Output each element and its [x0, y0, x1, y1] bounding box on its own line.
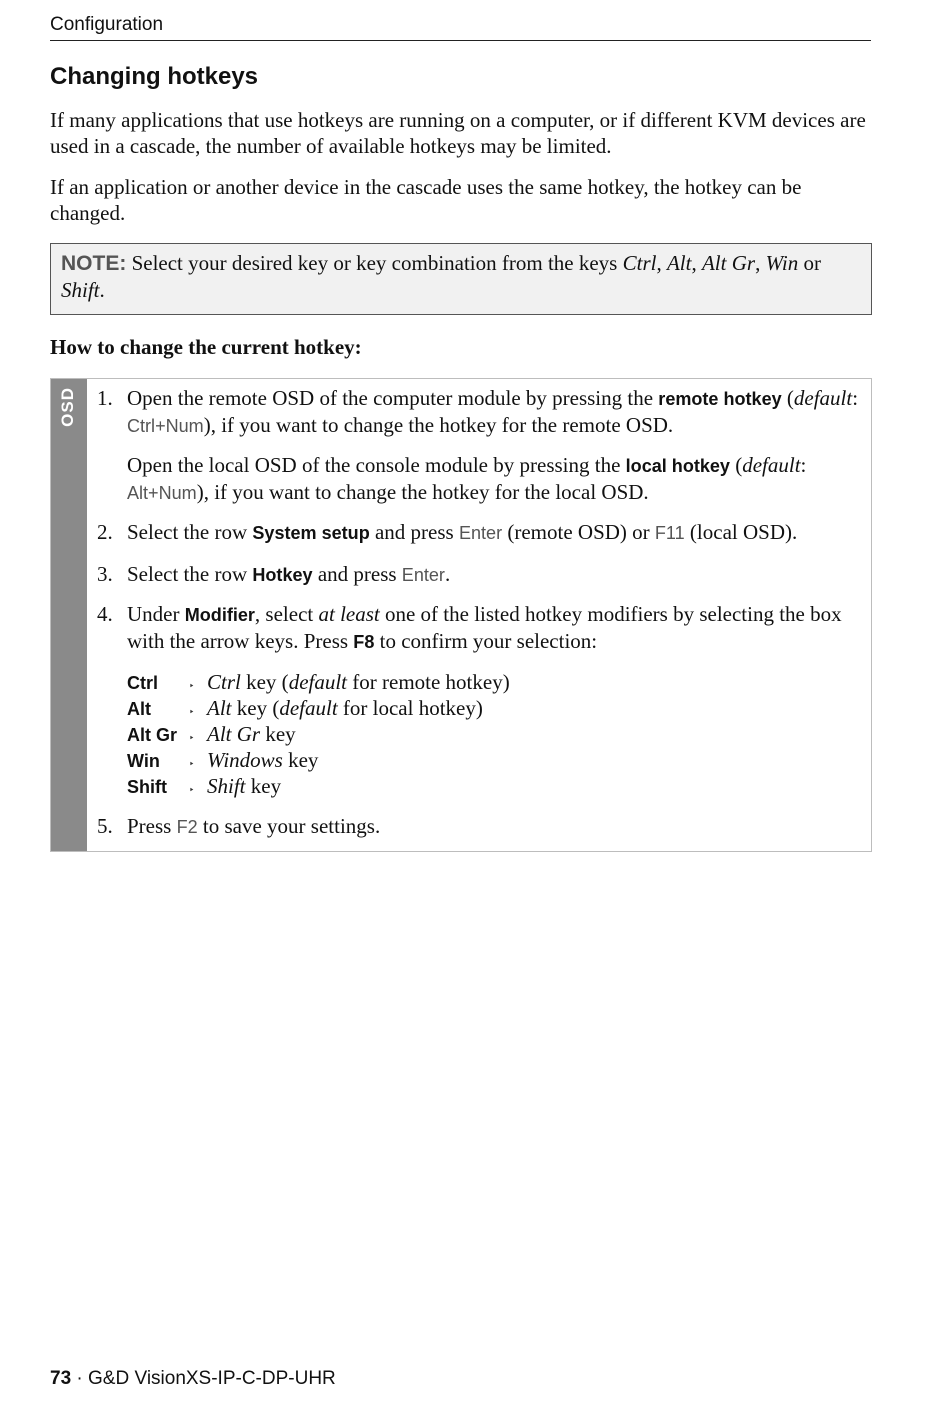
osd-sidebar [51, 379, 87, 851]
modifier-name: Alt Gr [207, 722, 261, 746]
term-local-hotkey: local hotkey [625, 456, 730, 476]
step-text: and press [369, 520, 459, 544]
key-f2: F2 [176, 817, 198, 837]
emphasis-at-least: at least [318, 602, 380, 626]
term-remote-hotkey: remote hotkey [658, 389, 782, 409]
step-text: . [444, 562, 451, 586]
step-text: Press [127, 814, 177, 838]
footer-separator: · [71, 1368, 89, 1389]
key-f8: F8 [353, 632, 375, 652]
note-key-altgr: Alt Gr [701, 251, 756, 275]
modifier-text: key [260, 722, 296, 746]
step-text: , select [254, 602, 319, 626]
procedure-heading: How to change the current hotkey: [50, 335, 362, 359]
arrow-icon: ‣ [189, 785, 195, 795]
arrow-icon: ‣ [189, 707, 195, 717]
intro-paragraph-2: If an application or another device in the cascade uses the same hotkey, the hotkey can be changed. [50, 175, 802, 225]
modifier-name: Shift [207, 774, 246, 798]
modifier-row-win [127, 747, 510, 773]
step-1-local [97, 452, 867, 506]
modifier-key: Shift [127, 777, 167, 797]
step-text: Under [127, 602, 185, 626]
modifier-name: Ctrl [207, 670, 241, 694]
default-label: default [288, 670, 348, 694]
note-sep: , [691, 251, 702, 275]
arrow-icon: ‣ [189, 759, 195, 769]
step-text: one of the listed hotkey modifiers by selecting the box with the arrow keys. Press [127, 602, 842, 653]
modifier-list [127, 669, 510, 799]
default-label: default [742, 453, 801, 477]
step-number: 4. [97, 602, 113, 626]
step-text: Open the remote OSD of the computer module by pressing the [127, 386, 659, 410]
modifier-row-alt [127, 695, 510, 721]
term-system-setup: System setup [252, 523, 370, 543]
step-text: : [800, 453, 807, 477]
default-label: default [793, 386, 853, 410]
note-key-ctrl: Ctrl [622, 251, 657, 275]
modifier-row-ctrl [127, 669, 510, 695]
key-combo: Alt+Num [127, 483, 197, 503]
note-sep: , [755, 251, 766, 275]
term-modifier: Modifier [184, 605, 255, 625]
step-text: ), if you want to change the hotkey for the remote OSD. [203, 413, 674, 437]
step-3 [97, 561, 867, 588]
page-footer [50, 1368, 336, 1390]
key-f11: F11 [654, 523, 685, 543]
step-number: 1. [97, 386, 113, 410]
note-end: . [99, 278, 105, 302]
modifier-text: key ( [231, 696, 280, 720]
step-text: to save your settings. [197, 814, 381, 838]
step-2 [97, 519, 867, 546]
step-number: 2. [97, 520, 113, 544]
modifier-text: for remote hotkey) [347, 670, 510, 694]
key-enter: Enter [458, 523, 503, 543]
key-enter: Enter [401, 565, 445, 585]
modifier-name: Alt [207, 696, 232, 720]
step-text: (local OSD). [684, 520, 798, 544]
modifier-text: key [245, 774, 282, 798]
modifier-text: for local hotkey) [337, 696, 483, 720]
arrow-icon: ‣ [189, 681, 195, 691]
step-text: (remote OSD) or [502, 520, 655, 544]
step-5 [97, 813, 867, 840]
arrow-icon: ‣ [189, 733, 195, 743]
step-text: Select the row [127, 562, 253, 586]
step-text: Select the row [127, 520, 253, 544]
step-text: ( [781, 386, 794, 410]
step-1 [97, 385, 867, 439]
note-sep: or [798, 251, 821, 275]
note-sep: , [656, 251, 667, 275]
note-key-win: Win [765, 251, 799, 275]
modifier-key: Ctrl [127, 673, 158, 693]
step-text: ), if you want to change the hotkey for the local OSD. [196, 480, 649, 504]
modifier-row-altgr [127, 721, 510, 747]
step-text: Open the local OSD of the console module by pressing the [127, 453, 626, 477]
note-box [50, 243, 872, 315]
product-name: G&D VisionXS-IP-C-DP-UHR [88, 1368, 336, 1389]
modifier-text: key [282, 748, 319, 772]
step-number: 5. [97, 814, 113, 838]
modifier-key: Alt [127, 699, 151, 719]
modifier-key: Win [127, 751, 160, 771]
step-4 [97, 601, 867, 655]
page-number: 73 [50, 1368, 72, 1389]
modifier-row-shift [127, 773, 510, 799]
note-label: NOTE: [61, 252, 127, 275]
step-text: to confirm your selection: [374, 629, 598, 653]
page-header: Configuration [50, 14, 871, 41]
note-key-alt: Alt [666, 251, 692, 275]
default-label: default [279, 696, 338, 720]
note-key-shift: Shift [61, 278, 100, 302]
step-number: 3. [97, 562, 113, 586]
key-combo: Ctrl+Num [127, 416, 204, 436]
note-text: Select your desired key or key combination from the keys [126, 251, 623, 275]
step-text: ( [729, 453, 743, 477]
step-text: : [852, 386, 859, 410]
osd-procedure-box [50, 378, 872, 852]
term-hotkey: Hotkey [252, 565, 313, 585]
step-text: and press [312, 562, 402, 586]
modifier-text: key ( [240, 670, 289, 694]
section-title: Changing hotkeys [50, 63, 259, 90]
modifier-key: Alt Gr [127, 725, 178, 745]
modifier-name: Windows [207, 748, 283, 772]
intro-paragraph-1: If many applications that use hotkeys are running on a computer, or if different KVM devices are used in a cascade, the number of available hotkeys may be limited. [50, 108, 866, 158]
osd-label: OSD [58, 387, 77, 427]
